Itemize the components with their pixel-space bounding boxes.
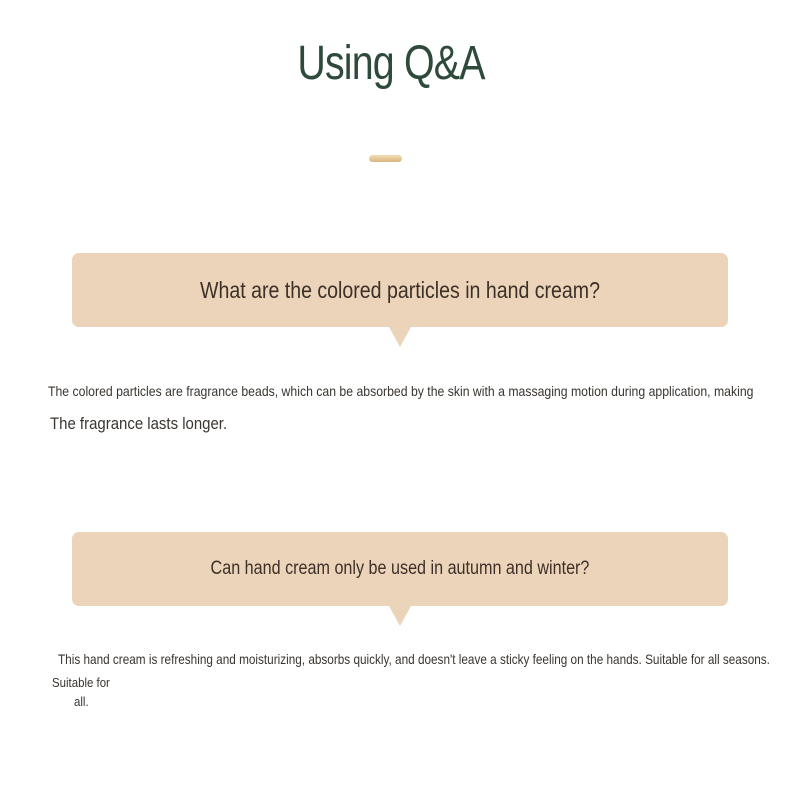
answer-text: Suitable for <box>52 675 110 690</box>
title-divider <box>369 155 402 162</box>
answer-text: The fragrance lasts longer. <box>50 414 228 433</box>
answer-text: The colored particles are fragrance beads, which can be absorbed by the skin with a massaging motion during application, making <box>48 383 754 399</box>
question-text: What are the colored particles in hand cream? <box>200 276 600 303</box>
question-bubble-2 <box>72 532 728 606</box>
answer-text: all. <box>74 694 89 709</box>
page-title: Using Q&A <box>297 37 485 90</box>
question-bubble-1 <box>72 253 728 327</box>
question-text: Can hand cream only be used in autumn and winter? <box>210 558 590 579</box>
answer-text: This hand cream is refreshing and moisturizing, absorbs quickly, and doesn't leave a sticky feeling on the hands. Suitable for all seasons. <box>58 651 770 667</box>
